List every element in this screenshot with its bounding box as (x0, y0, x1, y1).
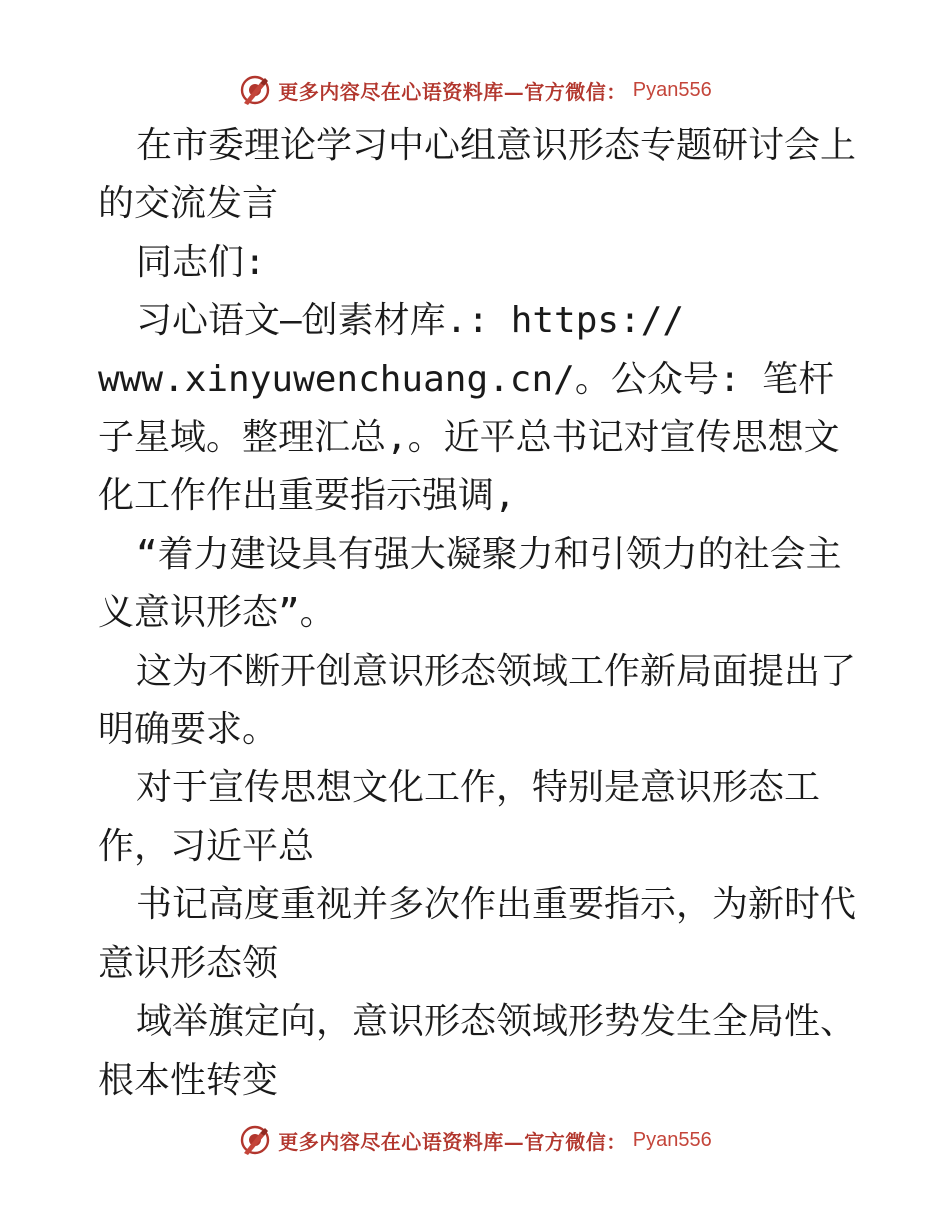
paragraph-1: 习心语文—创素材库.: https:// (136, 300, 685, 342)
footer-banner-id: Pyan556 (632, 1128, 712, 1151)
header-banner-id: Pyan556 (632, 78, 712, 101)
paragraph-2: www.xinyuwenchuang.cn/。公众号: 笔杆子星域。整理汇总,。近平总书记对宣传思想文化工作作出重要指示强调, (98, 358, 840, 517)
header-watermark-banner (0, 70, 950, 110)
paragraph-3: “着力建设具有强大凝聚力和引领力的社会主义意识形态”。 (98, 533, 842, 634)
paragraph-4: 这为不断开创意识形态领域工作新局面提出了明确要求。 (98, 650, 857, 751)
document-title: 在市委理论学习中心组意识形态专题研讨会上的交流发言 (98, 125, 857, 225)
paragraph-6: 书记高度重视并多次作出重要指示，为新时代意识形态领 (98, 884, 857, 984)
header-banner-text: 更多内容尽在心语资料库—官方微信： (278, 79, 627, 104)
footer-banner-text: 更多内容尽在心语资料库—官方微信： (278, 1129, 627, 1154)
pen-logo-icon (238, 73, 272, 107)
document-body (98, 117, 858, 1110)
footer-watermark-banner (0, 1120, 950, 1160)
paragraph-5: 对于宣传思想文化工作，特别是意识形态工作，习近平总 (98, 767, 821, 867)
paragraph-7: 域举旗定向，意识形态领域形势发生全局性、根本性转变 (98, 1001, 857, 1101)
salutation: 同志们: (136, 241, 266, 283)
pen-logo-icon (238, 1123, 272, 1157)
